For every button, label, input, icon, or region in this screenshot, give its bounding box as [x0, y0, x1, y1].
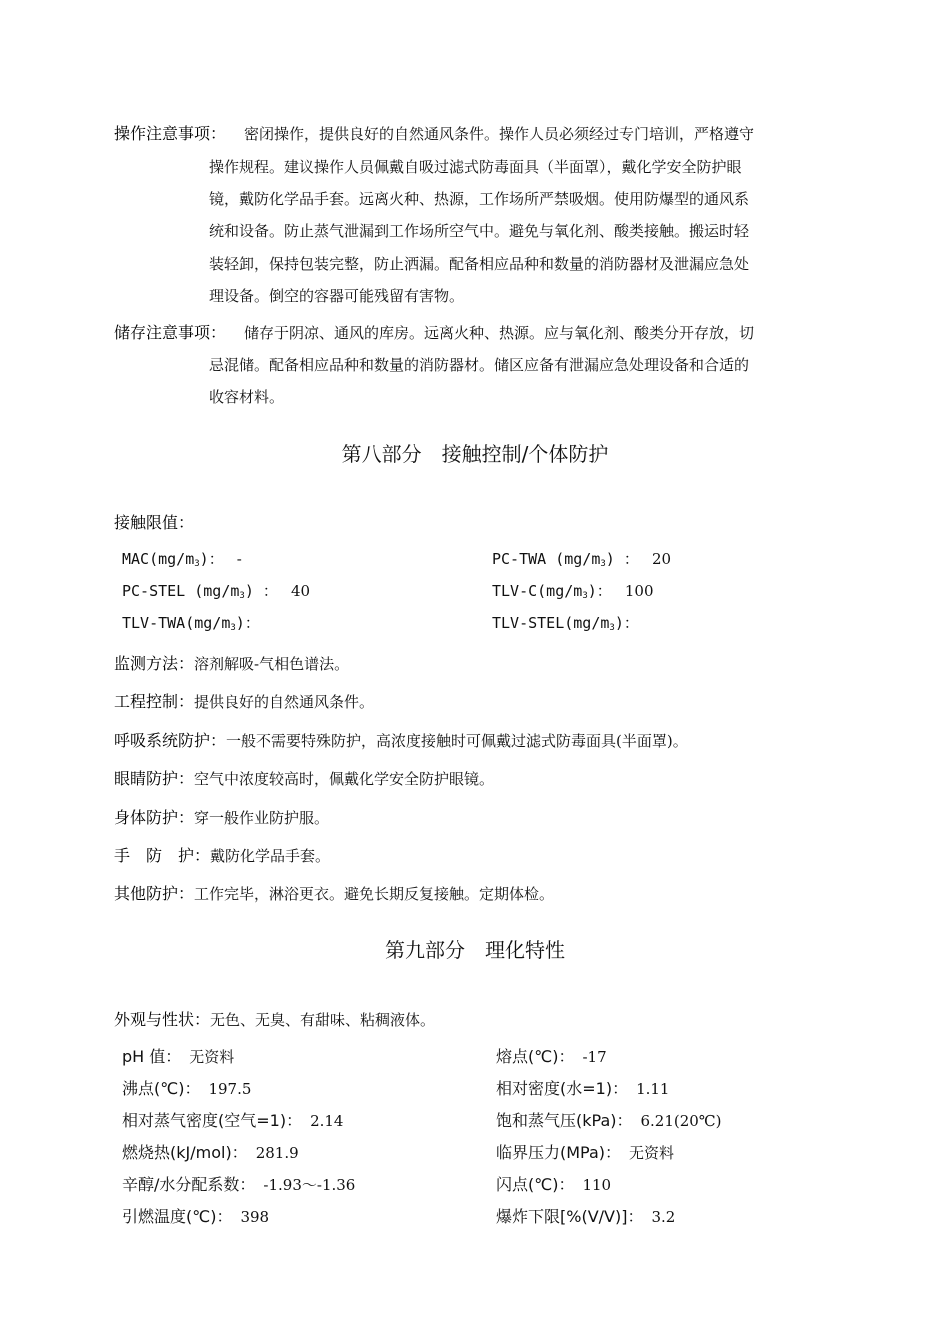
prop-key: 辛醇/水分配系数： — [122, 1175, 256, 1194]
limit-key: TLV-TWA(mg/m — [122, 614, 231, 632]
limit-key: PC-TWA (mg/m — [492, 550, 601, 568]
prop-vapor-pressure — [496, 1108, 721, 1131]
limit-value: - — [236, 550, 242, 568]
limit-unit-sub: 3 — [582, 591, 588, 601]
limit-unit-sub: 3 — [600, 559, 606, 569]
engineering-control-item — [114, 689, 374, 712]
storage-line: 忌混储。配备相应品种和数量的消防器材。储区应备有泄漏应急处理设备和合适的 — [209, 356, 750, 374]
eye-protection-item — [114, 766, 494, 789]
respiratory-protection-item — [114, 728, 688, 751]
body-protection-item — [114, 805, 329, 828]
prop-key: 相对蒸气密度(空气=1)： — [122, 1111, 303, 1130]
prop-critical-pressure — [496, 1140, 674, 1163]
limit-tlv-stel — [492, 612, 647, 633]
prop-value: 398 — [240, 1208, 270, 1226]
item-text: 一般不需要特殊防护，高浓度接触时可佩戴过滤式防毒面具(半面罩)。 — [226, 732, 688, 750]
prop-key: 饱和蒸气压(kPa)： — [496, 1111, 633, 1130]
appearance-item — [114, 1007, 435, 1030]
item-text: 穿一般作业防护服。 — [194, 809, 330, 827]
limit-tlv-c — [492, 580, 654, 601]
limit-value: 20 — [651, 550, 672, 568]
section8-title: 第八部分 接触控制/个体防护 — [341, 442, 609, 466]
limit-unit-sub: 3 — [239, 591, 245, 601]
item-text: 空气中浓度较高时，佩戴化学安全防护眼镜。 — [194, 770, 495, 788]
exposure-limits-label: 接触限值： — [114, 513, 195, 532]
limit-mac — [122, 548, 242, 569]
limit-key: TLV-STEL(mg/m — [492, 614, 610, 632]
prop-key: 相对密度(水=1)： — [496, 1079, 629, 1098]
prop-key: 临界压力(MPa)： — [496, 1143, 622, 1162]
prop-key: 熔点(℃)： — [496, 1047, 575, 1066]
prop-partition-coefficient — [122, 1172, 355, 1195]
item-label: 手 防 护： — [114, 846, 211, 865]
prop-value: -17 — [582, 1048, 607, 1066]
storage-label: 储存注意事项： — [114, 323, 227, 342]
item-text: 提供良好的自然通风条件。 — [194, 693, 375, 711]
appearance-text: 无色、无臭、有甜味、粘稠液体。 — [210, 1011, 436, 1029]
prop-vapor-density — [122, 1108, 343, 1131]
handling-label: 操作注意事项： — [114, 124, 227, 143]
limit-key: PC-STEL (mg/m — [122, 582, 240, 600]
handling-line: 密闭操作，提供良好的自然通风条件。操作人员必须经过专门培训，严格遵守 — [244, 125, 755, 143]
item-text: 工作完毕，淋浴更衣。避免长期反复接触。定期体检。 — [194, 885, 555, 903]
handling-line: 统和设备。防止蒸气泄漏到工作场所空气中。避免与氧化剂、酸类接触。搬运时轻 — [209, 222, 750, 240]
prop-key: 燃烧热(kJ/mol)： — [122, 1143, 248, 1162]
limit-key-tail: )： — [199, 550, 224, 568]
prop-value: 1.11 — [636, 1080, 670, 1098]
item-text: 溶剂解吸-气相色谱法。 — [194, 655, 350, 673]
prop-ignition-temperature — [122, 1204, 269, 1227]
limit-value: 100 — [624, 582, 654, 600]
item-label: 身体防护： — [114, 808, 195, 827]
handling-line: 镜，戴防化学品手套。远离火种、热源，工作场所严禁吸烟。使用防爆型的通风系 — [209, 190, 750, 208]
limit-key: TLV-C(mg/m — [492, 582, 583, 600]
prop-melting-point — [496, 1044, 607, 1067]
handling-line: 理设备。倒空的容器可能残留有害物。 — [209, 287, 465, 305]
prop-value: 281.9 — [255, 1144, 299, 1162]
item-label: 监测方法： — [114, 654, 195, 673]
limit-value: 40 — [290, 582, 311, 600]
limit-key-tail: ) ： — [605, 550, 639, 568]
limit-key-tail: )： — [235, 614, 260, 632]
limit-unit-sub: 3 — [609, 623, 615, 633]
prop-key: 沸点(℃)： — [122, 1079, 201, 1098]
handling-line: 操作规程。建议操作人员佩戴自吸过滤式防毒面具（半面罩），戴化学安全防护眼 — [209, 158, 742, 176]
prop-value: 110 — [582, 1176, 612, 1194]
item-label: 其他防护： — [114, 884, 195, 903]
limit-unit-sub: 3 — [230, 623, 236, 633]
prop-value: 3.2 — [651, 1208, 676, 1226]
prop-boiling-point — [122, 1076, 251, 1099]
prop-heat-of-combustion — [122, 1140, 299, 1163]
other-protection-item — [114, 881, 554, 904]
prop-lower-explosion-limit — [496, 1204, 675, 1227]
storage-line: 收容材料。 — [209, 388, 285, 406]
item-label: 眼睛防护： — [114, 769, 195, 788]
limit-key-tail: )： — [614, 614, 639, 632]
limit-pc-twa — [492, 548, 671, 569]
prop-value: 无资料 — [189, 1048, 235, 1066]
limit-tlv-twa — [122, 612, 268, 633]
limit-key-tail: )： — [587, 582, 612, 600]
appearance-label: 外观与性状： — [114, 1010, 211, 1029]
prop-value: 6.21(20℃) — [640, 1112, 722, 1130]
prop-key: 闪点(℃)： — [496, 1175, 575, 1194]
prop-value: 197.5 — [208, 1080, 252, 1098]
hand-protection-item — [114, 843, 330, 866]
limit-key-tail: ) ： — [244, 582, 278, 600]
monitoring-method-item — [114, 651, 349, 674]
prop-key: 引燃温度(℃)： — [122, 1207, 233, 1226]
prop-relative-density — [496, 1076, 669, 1099]
prop-key: 爆炸下限[%(V/V)]： — [496, 1207, 644, 1226]
limit-pc-stel — [122, 580, 310, 601]
limit-unit-sub: 3 — [194, 559, 200, 569]
item-label: 呼吸系统防护： — [114, 731, 227, 750]
handling-line: 装轻卸，保持包装完整，防止洒漏。配备相应品种和数量的消防器材及泄漏应急处 — [209, 255, 750, 273]
item-label: 工程控制： — [114, 692, 195, 711]
prop-value: -1.93～-1.36 — [263, 1176, 356, 1194]
prop-key: pH 值： — [122, 1047, 182, 1066]
item-text: 戴防化学品手套。 — [210, 847, 331, 865]
prop-ph — [122, 1044, 234, 1067]
limit-key: MAC(mg/m — [122, 550, 195, 568]
section9-title: 第九部分 理化特性 — [385, 938, 565, 962]
prop-value: 无资料 — [629, 1144, 675, 1162]
prop-flash-point — [496, 1172, 611, 1195]
storage-line: 储存于阴凉、通风的库房。远离火种、热源。应与氧化剂、酸类分开存放，切 — [244, 324, 755, 342]
prop-value: 2.14 — [310, 1112, 344, 1130]
